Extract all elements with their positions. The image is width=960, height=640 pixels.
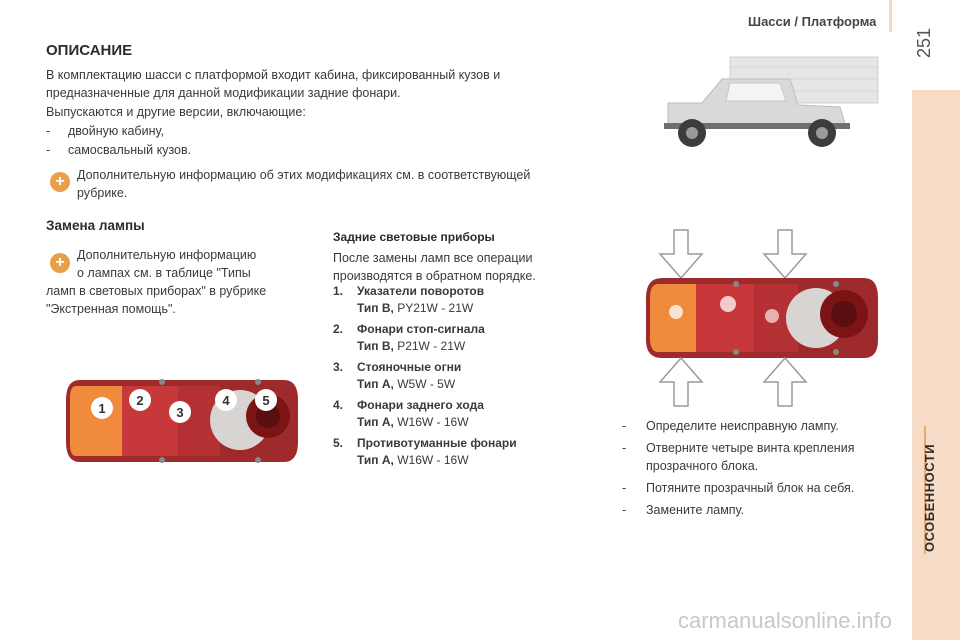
header-accent-bar: [889, 0, 892, 32]
diagram-label-3: 3: [176, 405, 184, 420]
description-para-1: В комплектацию шасси с платформой входит кабина, фиксированный кузов и предназначенные для данной модификации задние фонари.: [46, 68, 501, 100]
lamp-note-line-2: о лампах см. в таблице "Типы: [77, 266, 251, 280]
watermark: carmanualsonline.info: [678, 608, 893, 633]
diagram-label-5: 5: [262, 393, 270, 408]
list-item: - Замените лампу.: [622, 503, 745, 517]
version-item: - самосвальный кузов.: [46, 143, 192, 157]
diagram-label-1: 1: [98, 401, 106, 416]
page-number: 251: [914, 27, 934, 58]
description-note: Дополнительную информацию об этих модификациях см. в соответствующей рубрике.: [77, 168, 531, 200]
running-header: Шасси / Платформа: [748, 14, 877, 29]
subsection-heading: Замена лампы: [46, 218, 145, 233]
list-item: 2. Фонари стоп-сигнала Тип B, P21W - 21W: [333, 322, 485, 353]
lamp-removal-diagram: [640, 228, 880, 408]
screw-dot: [159, 457, 165, 463]
screw-dot: [159, 379, 165, 385]
lamp-list: [333, 284, 573, 474]
side-tab: [912, 90, 960, 640]
screw-dot: [255, 379, 261, 385]
section-heading: ОПИСАНИЕ: [46, 42, 133, 59]
plus-icon: +: [50, 172, 70, 192]
list-item: 4. Фонари заднего хода Тип A, W16W - 16W: [333, 398, 484, 429]
plus-icon: +: [50, 253, 70, 273]
rear-lights-heading: Задние световые приборы: [333, 230, 495, 244]
list-item: - Определите неисправную лампу.: [622, 419, 839, 433]
side-tab-label: ОСОБЕННОСТИ: [922, 443, 937, 552]
list-item: 3. Стояночные огни Тип A, W5W - 5W: [333, 360, 462, 391]
arrow-down-icon: [764, 230, 806, 278]
rear-lights-para: После замены ламп все операции производятся в обратном порядке.: [333, 251, 536, 283]
list-item: - Отверните четыре винта крепления прозрачного блока.: [622, 441, 855, 473]
diagram-label-2: 2: [136, 393, 144, 408]
description-para-2: Выпускаются и другие версии, включающие:: [46, 105, 306, 119]
diagram-label-4: 4: [222, 393, 230, 408]
version-item: - двойную кабину,: [46, 124, 164, 138]
arrow-up-icon: [660, 358, 702, 406]
arrow-down-icon: [660, 230, 702, 278]
list-item: - Потяните прозрачный блок на себя.: [622, 481, 855, 495]
step-list: [622, 417, 892, 523]
list-item: 1. Указатели поворотов Тип B, PY21W - 21W: [333, 284, 485, 315]
lamp-note-line-4: "Экстренная помощь".: [46, 302, 176, 316]
truck-illustration: [640, 55, 880, 155]
lamp-note-line-3: ламп в световых приборах" в рубрике: [46, 284, 267, 298]
numbered-lamp-diagram: [62, 370, 302, 470]
lamp-note-line-1: Дополнительную информацию: [77, 248, 257, 262]
screw-dot: [255, 457, 261, 463]
arrow-up-icon: [764, 358, 806, 406]
list-item: 5. Противотуманные фонари Тип A, W16W - 16W: [333, 436, 517, 467]
